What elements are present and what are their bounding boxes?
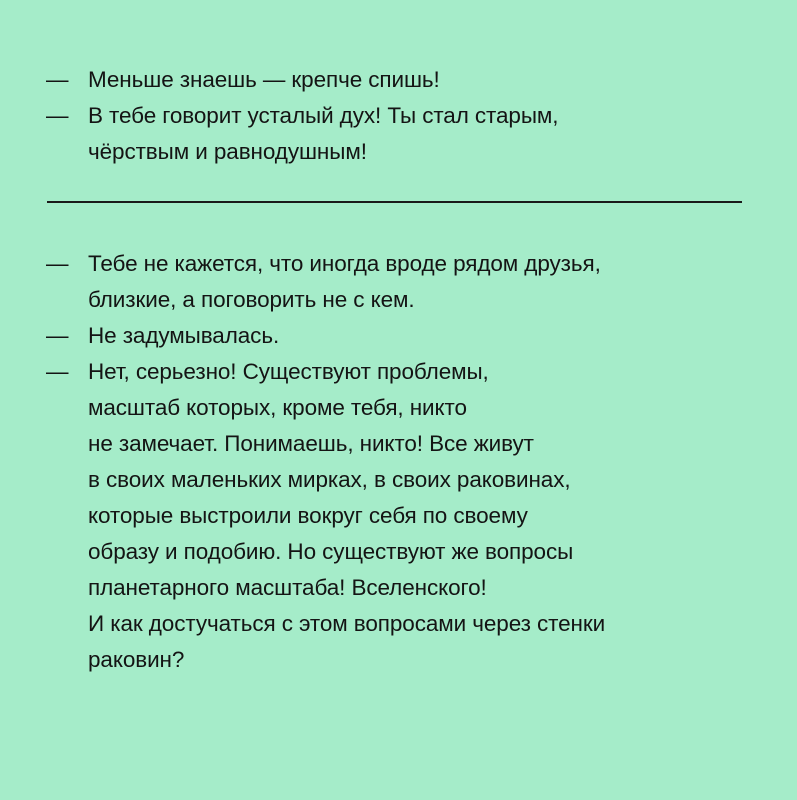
reply-line [46, 606, 766, 642]
dash: — [46, 67, 69, 92]
reply-line [46, 498, 766, 534]
reply-text: Нет, серьезно! Существуют проблемы, [88, 359, 489, 384]
reply-line [46, 134, 766, 170]
reply-text: не замечает. Понимаешь, никто! Все живут [88, 431, 534, 456]
reply-line [46, 642, 766, 678]
reply-text: Меньше знаешь — крепче спишь! [88, 67, 440, 92]
reply-line [46, 246, 766, 282]
reply-text: в своих маленьких мирках, в своих раковинах, [88, 467, 571, 492]
reply-line [46, 62, 766, 98]
dash: — [46, 359, 69, 384]
reply-line [46, 390, 766, 426]
dialogue-section-bottom [46, 246, 766, 678]
reply-text: которые выстроили вокруг себя по своему [88, 503, 528, 528]
dash: — [46, 103, 69, 128]
reply-line [46, 354, 766, 390]
reply-text: И как достучаться с этом вопросами через стенки [88, 611, 606, 636]
dialogue-section-top [46, 62, 766, 170]
reply-line [46, 282, 766, 318]
dash: — [46, 323, 69, 348]
dash: — [46, 251, 69, 276]
reply-text: чёрствым и равнодушным! [88, 139, 367, 164]
reply-text: образу и подобию. Но существуют же вопросы [88, 539, 574, 564]
reply-text: В тебе говорит усталый дух! Ты стал старым, [88, 103, 559, 128]
reply-text: близкие, а поговорить не с кем. [88, 287, 415, 312]
reply-line [46, 426, 766, 462]
reply-line [46, 318, 766, 354]
reply-text: раковин? [88, 647, 185, 672]
reply-text: масштаб которых, кроме тебя, никто [88, 395, 467, 420]
reply-text: Тебе не кажется, что иногда вроде рядом друзья, [88, 251, 601, 276]
reply-line [46, 98, 766, 134]
reply-text: планетарного масштаба! Вселенского! [88, 575, 487, 600]
section-divider [47, 201, 742, 203]
reply-line [46, 462, 766, 498]
reply-line [46, 534, 766, 570]
reply-line [46, 570, 766, 606]
reply-text: Не задумывалась. [88, 323, 280, 348]
